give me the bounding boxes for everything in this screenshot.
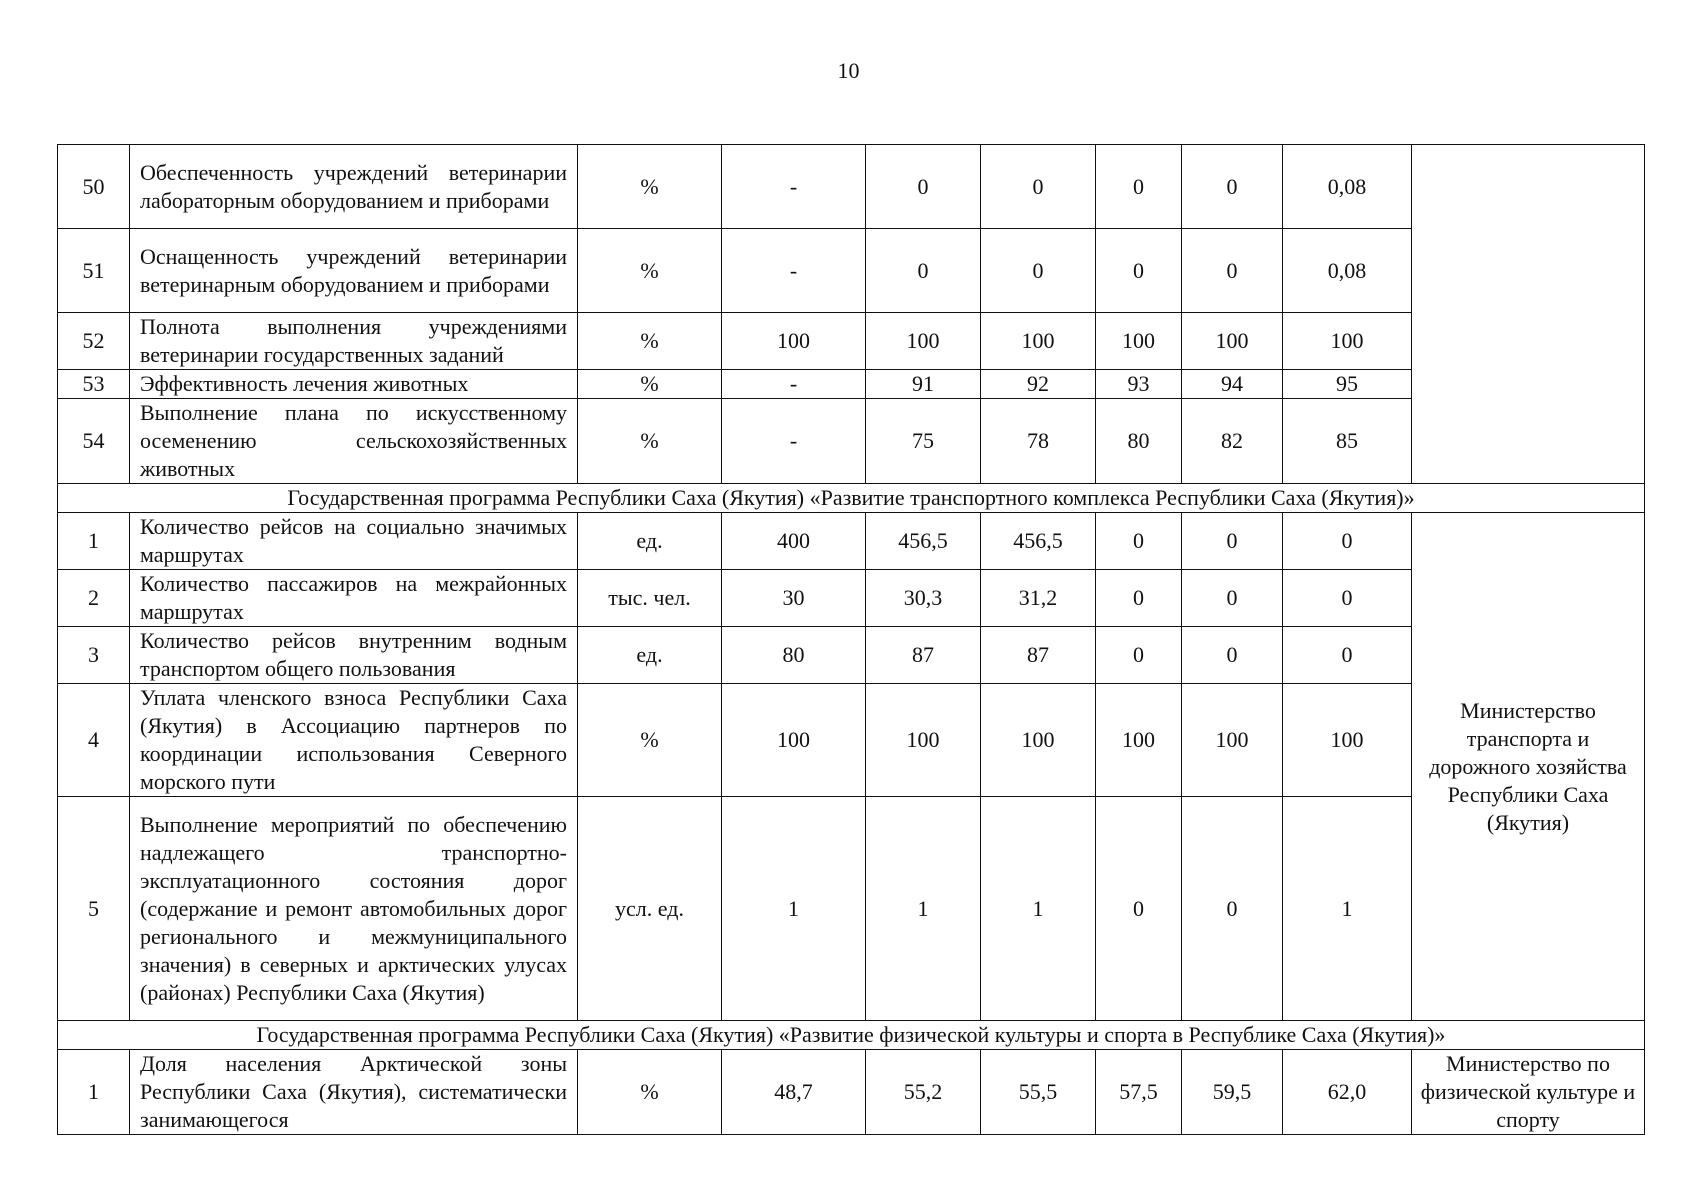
row-number: 54 [58, 399, 130, 484]
indicator-name: Обеспеченность учреждений ветеринарии лабораторным оборудованием и приборами [130, 145, 578, 229]
value-cell: 100 [722, 684, 866, 797]
value-cell: - [722, 145, 866, 229]
table-row [58, 313, 1645, 370]
unit-cell: тыс. чел. [578, 570, 722, 627]
value-cell: 100 [1182, 313, 1283, 370]
value-cell: 75 [866, 399, 981, 484]
indicators-table [57, 144, 1645, 1135]
value-cell: 31,2 [981, 570, 1096, 627]
indicator-name: Доля населения Арктической зоны Республики Саха (Якутия), систематически занимающегося [130, 1050, 578, 1135]
table-row [58, 370, 1645, 399]
indicator-name: Полнота выполнения учреждениями ветеринарии государственных заданий [130, 313, 578, 370]
indicator-name: Уплата членского взноса Республики Саха (Якутия) в Ассоциацию партнеров по координации использования Северного морского пути [130, 684, 578, 797]
section-header-row [58, 1021, 1645, 1050]
row-number: 4 [58, 684, 130, 797]
value-cell: 80 [722, 627, 866, 684]
unit-cell: % [578, 399, 722, 484]
value-cell: 100 [981, 313, 1096, 370]
value-cell: 0 [1182, 145, 1283, 229]
table-row [58, 513, 1645, 570]
row-number: 1 [58, 513, 130, 570]
table-row [58, 684, 1645, 797]
value-cell: 62,0 [1283, 1050, 1412, 1135]
value-cell: 0 [1096, 229, 1182, 313]
row-number: 2 [58, 570, 130, 627]
row-number: 52 [58, 313, 130, 370]
value-cell: 0 [1096, 570, 1182, 627]
value-cell: 1 [866, 797, 981, 1021]
value-cell: 0 [1182, 229, 1283, 313]
value-cell: - [722, 399, 866, 484]
value-cell: 92 [981, 370, 1096, 399]
value-cell: 30,3 [866, 570, 981, 627]
page-number: 10 [837, 58, 860, 83]
value-cell: 0 [1283, 513, 1412, 570]
value-cell: 1 [1283, 797, 1412, 1021]
value-cell: 0 [981, 229, 1096, 313]
value-cell: 1 [981, 797, 1096, 1021]
value-cell: 0 [1096, 797, 1182, 1021]
value-cell: 456,5 [866, 513, 981, 570]
table-row [58, 1050, 1645, 1135]
table-body [58, 145, 1645, 1135]
value-cell: 100 [1283, 684, 1412, 797]
indicator-name: Количество пассажиров на межрайонных маршрутах [130, 570, 578, 627]
value-cell: 100 [866, 684, 981, 797]
value-cell: 100 [866, 313, 981, 370]
unit-cell: % [578, 145, 722, 229]
indicator-name: Выполнение мероприятий по обеспечению надлежащего транспортно-эксплуатационного состояния дорог (содержание и ремонт автомобильных дорог регионального и межмуниципального значения) в северных и арктических улусах (районах) Республики Саха (Якутия) [130, 797, 578, 1021]
value-cell: 100 [1182, 684, 1283, 797]
value-cell: 0 [1096, 145, 1182, 229]
unit-cell: % [578, 313, 722, 370]
indicator-name: Количество рейсов внутренним водным транспортом общего пользования [130, 627, 578, 684]
table-row [58, 570, 1645, 627]
table-row [58, 797, 1645, 1021]
unit-cell: усл. ед. [578, 797, 722, 1021]
responsible-cell-sport: Министерство по физической культуре и спорту [1412, 1050, 1645, 1135]
value-cell: 80 [1096, 399, 1182, 484]
unit-cell: % [578, 229, 722, 313]
section-title-sport: Государственная программа Республики Саха (Якутия) «Развитие физической культуры и спорта в Республике Саха (Якутия)» [58, 1021, 1645, 1050]
value-cell: 0,08 [1283, 229, 1412, 313]
table-row [58, 399, 1645, 484]
value-cell: 91 [866, 370, 981, 399]
row-number: 50 [58, 145, 130, 229]
value-cell: 82 [1182, 399, 1283, 484]
indicator-name: Выполнение плана по искусственному осеменению сельскохозяйственных животных [130, 399, 578, 484]
value-cell: 95 [1283, 370, 1412, 399]
unit-cell: ед. [578, 627, 722, 684]
value-cell: 0 [866, 145, 981, 229]
value-cell: 87 [981, 627, 1096, 684]
value-cell: 0 [1182, 570, 1283, 627]
row-number: 53 [58, 370, 130, 399]
value-cell: 0 [866, 229, 981, 313]
value-cell: 100 [722, 313, 866, 370]
value-cell: 0 [1283, 627, 1412, 684]
value-cell: 0 [1182, 627, 1283, 684]
value-cell: 85 [1283, 399, 1412, 484]
row-number: 3 [58, 627, 130, 684]
value-cell: 400 [722, 513, 866, 570]
indicator-name: Оснащенность учреждений ветеринарии ветеринарным оборудованием и приборами [130, 229, 578, 313]
value-cell: 0,08 [1283, 145, 1412, 229]
table-row [58, 627, 1645, 684]
section-title-transport: Государственная программа Республики Саха (Якутия) «Развитие транспортного комплекса Республики Саха (Якутия)» [58, 484, 1645, 513]
value-cell: 55,5 [981, 1050, 1096, 1135]
value-cell: 100 [981, 684, 1096, 797]
value-cell: - [722, 370, 866, 399]
value-cell: 456,5 [981, 513, 1096, 570]
value-cell: 57,5 [1096, 1050, 1182, 1135]
value-cell: 0 [1182, 797, 1283, 1021]
value-cell: 100 [1283, 313, 1412, 370]
value-cell: 0 [1096, 513, 1182, 570]
value-cell: 0 [981, 145, 1096, 229]
unit-cell: % [578, 370, 722, 399]
section-header-row [58, 484, 1645, 513]
responsible-cell-transport: Министерство транспорта и дорожного хозяйства Республики Саха (Якутия) [1412, 513, 1645, 1021]
value-cell: 1 [722, 797, 866, 1021]
responsible-cell-empty [1412, 145, 1645, 484]
value-cell: 94 [1182, 370, 1283, 399]
value-cell: 93 [1096, 370, 1182, 399]
value-cell: 0 [1182, 513, 1283, 570]
unit-cell: ед. [578, 513, 722, 570]
indicator-name: Количество рейсов на социально значимых маршрутах [130, 513, 578, 570]
unit-cell: % [578, 684, 722, 797]
row-number: 51 [58, 229, 130, 313]
value-cell: 87 [866, 627, 981, 684]
value-cell: 0 [1283, 570, 1412, 627]
value-cell: 30 [722, 570, 866, 627]
indicator-name: Эффективность лечения животных [130, 370, 578, 399]
value-cell: 55,2 [866, 1050, 981, 1135]
table-row [58, 145, 1645, 229]
value-cell: 78 [981, 399, 1096, 484]
value-cell: 48,7 [722, 1050, 866, 1135]
table-row [58, 229, 1645, 313]
row-number: 1 [58, 1050, 130, 1135]
value-cell: 100 [1096, 684, 1182, 797]
unit-cell: % [578, 1050, 722, 1135]
value-cell: 59,5 [1182, 1050, 1283, 1135]
value-cell: 0 [1096, 627, 1182, 684]
value-cell: 100 [1096, 313, 1182, 370]
value-cell: - [722, 229, 866, 313]
row-number: 5 [58, 797, 130, 1021]
